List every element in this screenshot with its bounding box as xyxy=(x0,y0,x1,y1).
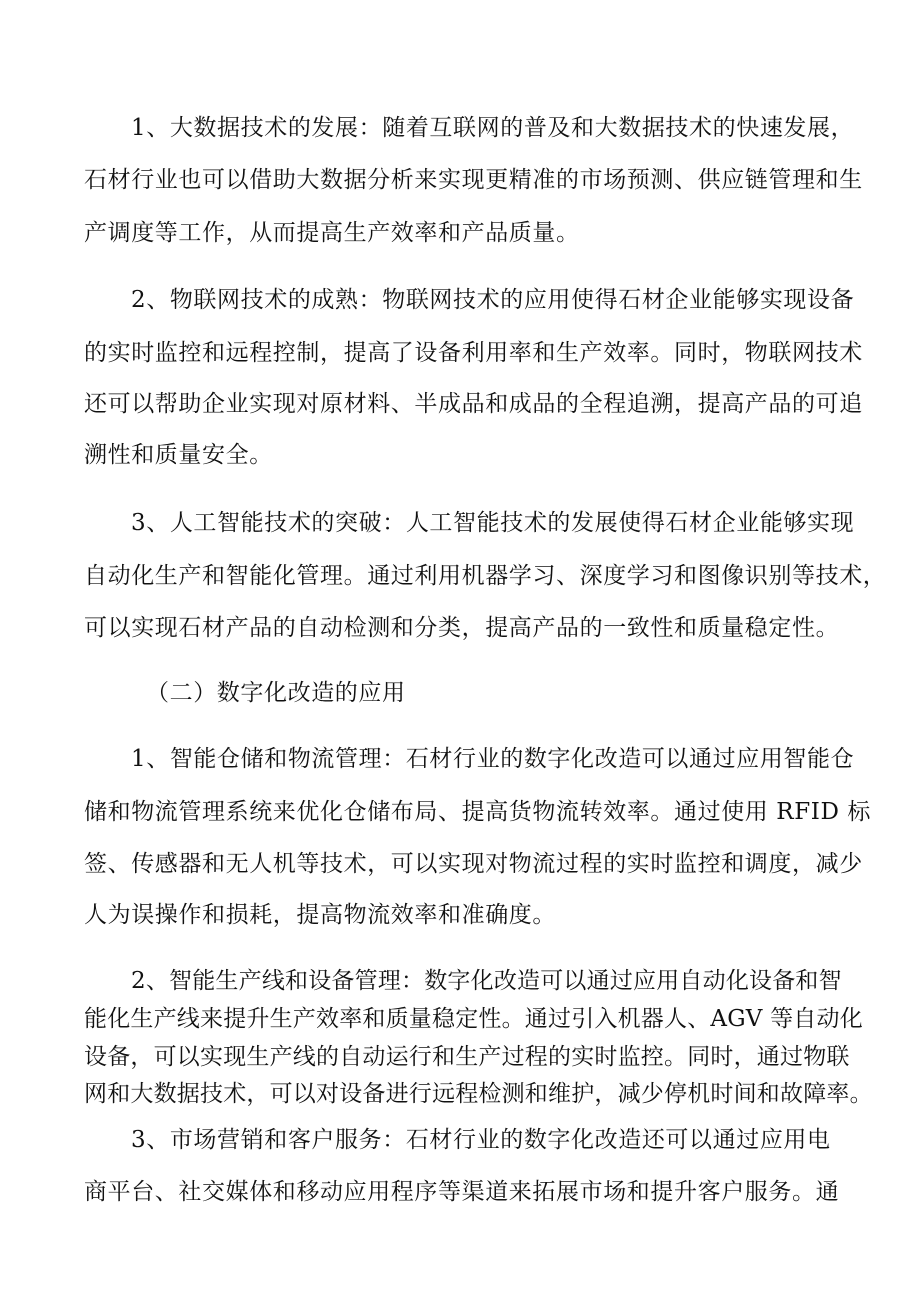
paragraph-iot-line-2: 的实时监控和远程控制，提高了设备利用率和生产效率。同时，物联网技术 xyxy=(84,340,863,366)
paragraph-production-line-3: 设备，可以实现生产线的自动运行和生产过程的实时监控。同时，通过物联 xyxy=(84,1044,850,1070)
paragraph-ai-line-2: 自动化生产和智能化管理。通过利用机器学习、深度学习和图像识别等技术， xyxy=(84,563,887,589)
paragraph-iot-line-4: 溯性和质量安全。 xyxy=(84,442,273,468)
paragraph-warehouse-line-4: 人为误操作和损耗，提高物流效率和准确度。 xyxy=(84,902,556,928)
paragraph-ai-line-3: 可以实现石材产品的自动检测和分类，提高产品的一致性和质量稳定性。 xyxy=(84,615,840,641)
paragraph-big-data-line-2: 石材行业也可以借助大数据分析来实现更精准的市场预测、供应链管理和生 xyxy=(84,167,863,193)
paragraph-big-data-line-3: 产调度等工作，从而提高生产效率和产品质量。 xyxy=(84,220,580,246)
paragraph-production-line-2: 能化生产线来提升生产效率和质量稳定性。通过引入机器人、AGV 等自动化 xyxy=(84,1006,863,1032)
section-heading: （二）数字化改造的应用 xyxy=(146,680,406,706)
paragraph-iot-line-1: 2、物联网技术的成熟：物联网技术的应用使得石材企业能够实现设备 xyxy=(131,287,855,313)
paragraph-warehouse-line-2: 储和物流管理系统来优化仓储布局、提高货物流转效率。通过使用 RFID 标 xyxy=(84,799,872,825)
paragraph-iot-line-3: 还可以帮助企业实现对原材料、半成品和成品的全程追溯，提高产品的可追 xyxy=(84,391,863,417)
paragraph-marketing-line-1: 3、市场营销和客户服务：石材行业的数字化改造还可以通过应用电 xyxy=(131,1127,831,1153)
paragraph-big-data-line-1: 1、大数据技术的发展：随着互联网的普及和大数据技术的快速发展， xyxy=(131,115,855,141)
paragraph-production-line-4: 网和大数据技术，可以对设备进行远程检测和维护，减少停机时间和故障率。 xyxy=(84,1081,873,1107)
paragraph-warehouse-line-1: 1、智能仓储和物流管理：石材行业的数字化改造可以通过应用智能仓 xyxy=(131,746,855,772)
paragraph-ai-line-1: 3、人工智能技术的突破：人工智能技术的发展使得石材企业能够实现 xyxy=(131,510,855,536)
paragraph-marketing-line-2: 商平台、社交媒体和移动应用程序等渠道来拓展市场和提升客户服务。通 xyxy=(84,1179,840,1205)
paragraph-production-line-1: 2、智能生产线和设备管理：数字化改造可以通过应用自动化设备和智 xyxy=(131,968,842,994)
paragraph-warehouse-line-3: 签、传感器和无人机等技术，可以实现对物流过程的实时监控和调度，减少 xyxy=(84,851,863,877)
